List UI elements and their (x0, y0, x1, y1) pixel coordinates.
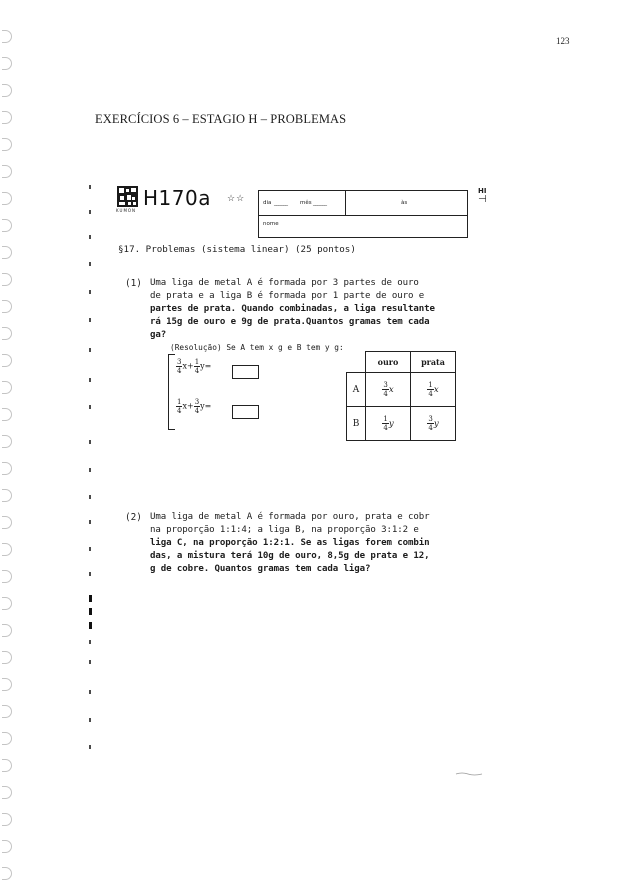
problem-2-line-3: liga C, na proporção 1:2:1. Se as ligas forem combin (150, 538, 430, 548)
table-row (347, 407, 456, 441)
eq2-var1: x+ (182, 401, 194, 411)
margin-mark (89, 495, 91, 499)
margin-mark (89, 405, 91, 409)
binder-hole (2, 813, 12, 826)
section-heading: §17. Problemas (sistema linear) (25 pontos) (118, 244, 356, 255)
equation-2 (176, 398, 211, 415)
eq2-coef1: $\frac{1}{4}$ (177, 398, 182, 415)
badge-caption: KUMON (116, 208, 137, 213)
binder-hole (2, 759, 12, 772)
problem-2-number: (2) (125, 512, 142, 523)
margin-mark (89, 468, 91, 472)
margin-mark (89, 547, 91, 551)
table-header-prata: prata (411, 352, 456, 373)
problem-2-line-4: das, a mistura terá 10g de ouro, 8,5g de prata e 12, (150, 551, 430, 561)
table-corner (347, 352, 366, 373)
eq2-var2: y= (200, 401, 212, 411)
margin-mark (89, 718, 91, 722)
binder-hole (2, 651, 12, 664)
table-header-ouro: ouro (366, 352, 411, 373)
section-title: EXERCÍCIOS 6 – ESTAGIO H – PROBLEMAS (95, 112, 347, 126)
margin-mark (89, 318, 91, 322)
binder-hole (2, 597, 12, 610)
problem-2-line-5: g de cobre. Quantos gramas tem cada liga? (150, 564, 371, 574)
margin-mark (89, 622, 92, 629)
binder-hole (2, 840, 12, 853)
margin-mark (89, 378, 91, 382)
date-box-divider (259, 215, 467, 216)
kumon-badge-icon (117, 186, 138, 207)
margin-mark (89, 235, 91, 239)
eq1-coef1: $\frac{3}{4}$ (177, 358, 182, 375)
margin-mark (89, 660, 91, 664)
eq1-coef2: $\frac{1}{4}$ (194, 358, 200, 375)
margin-mark (89, 640, 91, 644)
margin-mark (89, 690, 91, 694)
table-cell-a-ouro: $\frac{3}{4}$ x (366, 373, 411, 407)
table-row-label-b: B (347, 407, 366, 441)
binder-hole (2, 624, 12, 637)
margin-marks (86, 0, 94, 894)
binder-hole (2, 84, 12, 97)
problem-1-line-4: rá 15g de ouro e 9g de prata.Quantos gramas tem cada (150, 317, 430, 327)
mes-blank: ______ (313, 200, 327, 206)
difficulty-stars: ☆☆ (227, 194, 246, 204)
binder-hole (2, 192, 12, 205)
margin-mark (89, 210, 91, 214)
margin-mark (89, 185, 91, 189)
table-row-label-a: A (347, 373, 366, 407)
binder-hole (2, 57, 12, 70)
problem-1-line-3: partes de prata. Quando combinadas, a liga resultante (150, 304, 435, 314)
binder-hole (2, 165, 12, 178)
binder-hole (2, 543, 12, 556)
problem-1-hint: (Resolução) Se A tem x g e B tem y g: (170, 343, 344, 352)
margin-mark (89, 745, 91, 749)
level-mark-icon: ⊣ (478, 194, 487, 205)
binder-hole (2, 867, 12, 880)
problem-1-number: (1) (125, 278, 142, 289)
equation-1 (176, 358, 211, 375)
binder-hole (2, 678, 12, 691)
worksheet-code: H170a (143, 186, 211, 210)
binder-hole (2, 705, 12, 718)
binder-hole (2, 327, 12, 340)
equation-1-answer-box[interactable] (232, 365, 259, 379)
binder-hole (2, 408, 12, 421)
margin-mark (89, 608, 92, 615)
table-cell-b-prata: $\frac{3}{4}$ y (411, 407, 456, 441)
binder-hole (2, 381, 12, 394)
mes-label: mês (300, 200, 312, 206)
problem-2-line-2: na proporção 1:1:4; a liga B, na proporção 3:1:2 e (150, 525, 419, 535)
binder-hole (2, 273, 12, 286)
level-tag: HI (478, 187, 487, 195)
binder-hole (2, 516, 12, 529)
composition-table (346, 351, 456, 441)
margin-mark (89, 348, 91, 352)
binder-hole (2, 111, 12, 124)
margin-mark (89, 262, 91, 266)
table-cell-b-ouro: $\frac{1}{4}$ y (366, 407, 411, 441)
margin-mark (89, 572, 91, 576)
binder-hole (2, 462, 12, 475)
binder-hole (2, 786, 12, 799)
dia-label: dia (263, 200, 272, 206)
binder-hole (2, 300, 12, 313)
margin-mark (89, 520, 91, 524)
binder-hole (2, 732, 12, 745)
margin-mark (89, 290, 91, 294)
equation-2-answer-box[interactable] (232, 405, 259, 419)
eq1-var2: y= (200, 361, 212, 371)
binder-hole (2, 435, 12, 448)
binder-hole (2, 489, 12, 502)
problem-2-line-1: Uma liga de metal A é formada por ouro, prata e cobr (150, 512, 430, 522)
date-box-split (345, 191, 346, 215)
margin-mark (89, 440, 91, 444)
margin-mark (89, 595, 92, 602)
equation-system-brace (168, 354, 175, 430)
pencil-scribble-icon (455, 772, 483, 776)
problem-1-line-1: Uma liga de metal A é formada por 3 partes de ouro (150, 278, 419, 288)
problem-1-line-2: de prata e a liga B é formada por 1 parte de ouro e (150, 291, 425, 301)
table-row (347, 373, 456, 407)
eq2-coef2: $\frac{3}{4}$ (194, 398, 200, 415)
problem-1-line-5: ga? (150, 330, 167, 340)
nome-label: nome (263, 221, 279, 227)
date-name-box (258, 190, 468, 238)
binder-hole (2, 354, 12, 367)
binder-hole (2, 219, 12, 232)
binder-hole (2, 138, 12, 151)
as-label: às (401, 200, 408, 206)
binder-hole (2, 570, 12, 583)
binder-hole (2, 30, 12, 43)
binder-holes (0, 0, 14, 894)
dia-blank: ______ (274, 200, 288, 206)
table-cell-a-prata: $\frac{1}{4}$ x (411, 373, 456, 407)
eq1-var1: x+ (182, 361, 194, 371)
binder-hole (2, 246, 12, 259)
page-number: 123 (556, 36, 570, 46)
